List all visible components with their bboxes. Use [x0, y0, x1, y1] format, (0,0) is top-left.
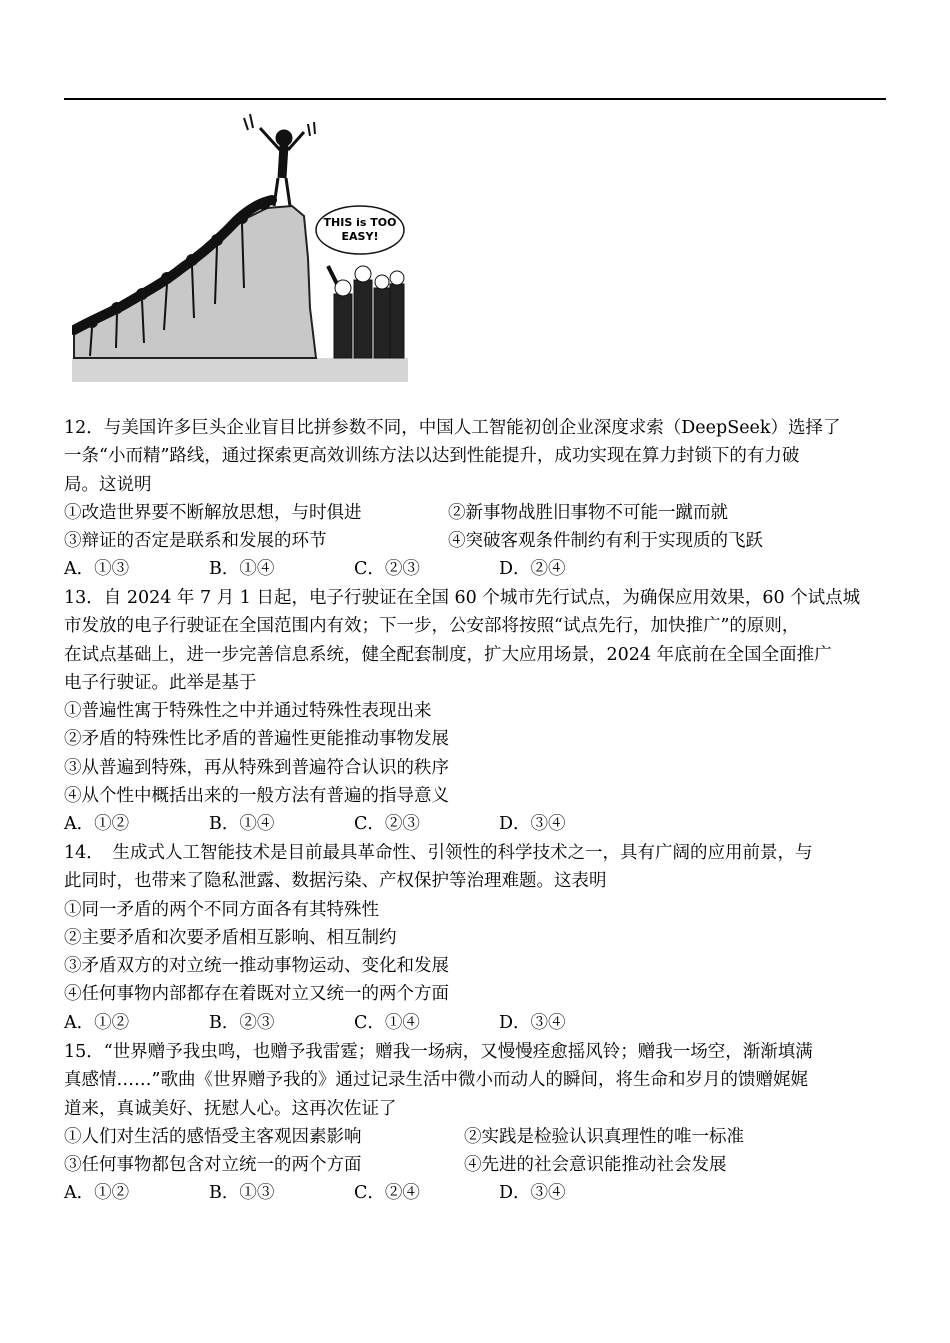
answer-choice-a: A．①② — [64, 1012, 130, 1033]
statement-row — [64, 1151, 894, 1179]
question-text-line: 15．“世界赠予我虫鸣，也赠予我雷霆；赠我一场病，又慢慢痊愈摇风铃；赠我一场空，渐渐填满 — [64, 1042, 813, 1062]
statement: ④先进的社会意识能推动社会发展 — [464, 1155, 727, 1176]
question-text-line: 真感情……”歌曲《世界赠予我的》通过记录生活中微小而动人的瞬间，将生命和岁月的馈赠娓娓 — [64, 1070, 808, 1091]
statement-row — [64, 499, 894, 527]
answer-choice-d: D．③④ — [499, 814, 566, 835]
statement: ②实践是检验认识真理性的唯一标准 — [464, 1126, 744, 1147]
statement: ②新事物战胜旧事物不可能一蹴而就 — [448, 502, 728, 523]
statement-row — [64, 527, 894, 555]
political-cartoon-image — [72, 108, 408, 382]
answer-choice-c: C．②③ — [354, 814, 420, 835]
answer-choice-b: B．①④ — [209, 559, 275, 580]
statement: ③任何事物都包含对立统一的两个方面 — [64, 1155, 362, 1176]
statement: ④任何事物内部都存在着既对立又统一的两个方面 — [64, 984, 449, 1005]
answer-choice-b: B．①③ — [209, 1183, 275, 1204]
answer-choice-c: C．②③ — [354, 559, 420, 580]
statement: ④突破客观条件制约有利于实现质的飞跃 — [448, 531, 763, 552]
question-14 — [64, 839, 894, 1037]
answer-choice-d: D．③④ — [499, 1012, 566, 1033]
answer-choice-b: B．②③ — [209, 1012, 275, 1033]
question-text-line: 市发放的电子行驶证在全国范围内有效；下一步，公安部将按照“试点先行，加快推广”的原则， — [64, 616, 800, 637]
answer-choice-a: A．①② — [64, 1183, 130, 1204]
speech-bubble-line1: THIS is TOO — [323, 216, 397, 229]
question-text-line: 道来，真诚美好、抚慰人心。这再次佐证了 — [64, 1098, 397, 1119]
question-13 — [64, 584, 894, 839]
question-text-line: 13．自 2024 年 7 月 1 日起，电子行驶证在全国 60 个城市先行试点，为确保应用效果，60 个试点城 — [64, 588, 861, 608]
statement: ①人们对生活的感悟受主客观因素影响 — [64, 1126, 362, 1147]
answer-choice-c: C．②④ — [354, 1183, 420, 1204]
statement: ③矛盾双方的对立统一推动事物运动、变化和发展 — [64, 956, 449, 977]
question-text-line: 14． 生成式人工智能技术是目前最具革命性、引领性的科学技术之一，具有广阔的应用前景，与 — [64, 843, 813, 863]
question-text-line: 此同时，也带来了隐私泄露、数据污染、产权保护等治理难题。这表明 — [64, 871, 607, 892]
statement: ①改造世界要不断解放思想，与时俱进 — [64, 502, 362, 523]
answer-choices — [64, 1179, 894, 1207]
statement: ②矛盾的特殊性比矛盾的普遍性更能推动事物发展 — [64, 729, 449, 750]
answer-choice-a: A．①③ — [64, 559, 130, 580]
header-rule — [64, 98, 886, 100]
statement: ③从普遍到特殊，再从特殊到普遍符合认识的秩序 — [64, 757, 449, 778]
question-text-line: 在试点基础上，进一步完善信息系统，健全配套制度，扩大应用场景，2024 年底前在全国全面推广 — [64, 644, 832, 665]
answer-choice-d: D．③④ — [499, 1183, 566, 1204]
answer-choice-c: C．①④ — [354, 1012, 420, 1033]
statement: ③辩证的否定是联系和发展的环节 — [64, 531, 327, 552]
statement: ①同一矛盾的两个不同方面各有其特殊性 — [64, 899, 379, 920]
statement-row — [64, 1123, 894, 1151]
question-text-line: 电子行驶证。此举是基于 — [64, 672, 257, 693]
question-12 — [64, 414, 894, 584]
answer-choices — [64, 555, 894, 583]
question-15 — [64, 1038, 894, 1208]
statement: ②主要矛盾和次要矛盾相互影响、相互制约 — [64, 927, 397, 948]
answer-choices — [64, 1009, 894, 1037]
question-text-line: 一条“小而精”路线，通过探索更高效训练方法以达到性能提升，成功实现在算力封锁下的有力破 — [64, 446, 800, 467]
statement: ④从个性中概括出来的一般方法有普遍的指导意义 — [64, 786, 449, 807]
answer-choices — [64, 810, 894, 838]
answer-choice-b: B．①④ — [209, 814, 275, 835]
statement: ①普遍性寓于特殊性之中并通过特殊性表现出来 — [64, 701, 432, 722]
speech-bubble-line2: EASY! — [341, 230, 379, 243]
question-text-line: 局。这说明 — [64, 474, 152, 495]
answer-choice-a: A．①② — [64, 814, 130, 835]
answer-choice-d: D．②④ — [499, 559, 566, 580]
question-text-line: 12．与美国许多巨头企业盲目比拼参数不同，中国人工智能初创企业深度求索（DeepSeek）选择了 — [64, 418, 841, 438]
